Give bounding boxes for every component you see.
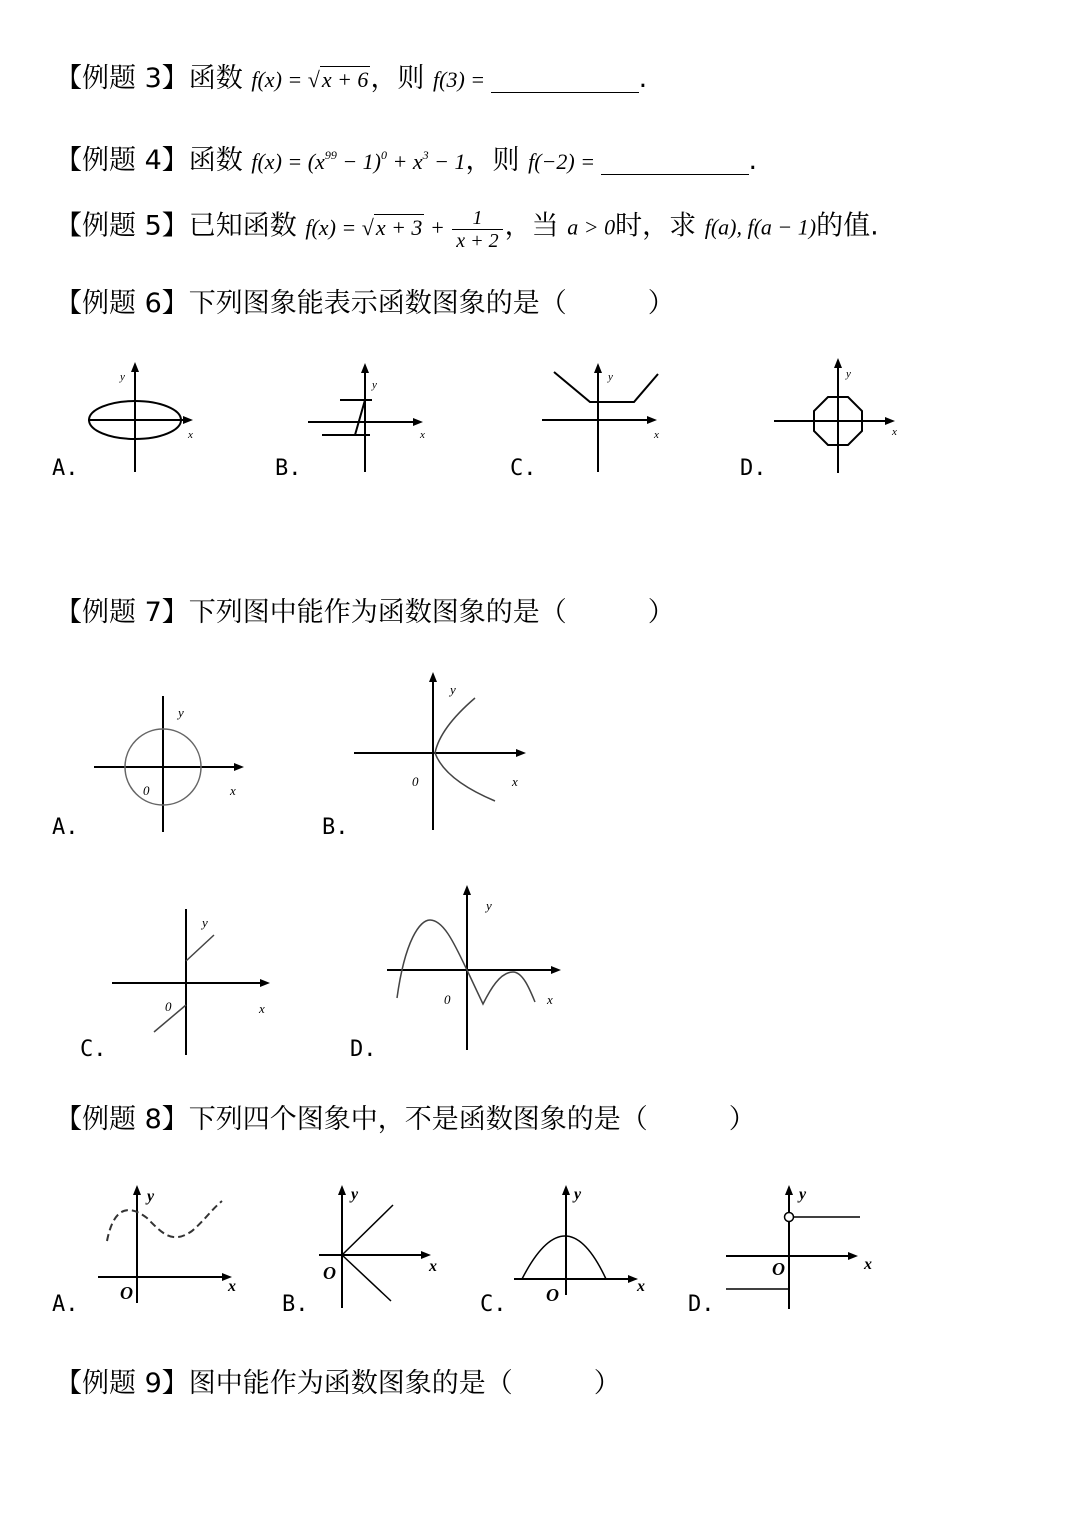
question-6: 【例题 6】下列图象能表示函数图象的是（ ） [55,288,675,319]
svg-text:y: y [147,1188,155,1205]
q7-graph-a-circle [90,690,250,835]
option-c-label[interactable]: C. [480,1292,507,1317]
q8-graph-d-step [722,1183,882,1311]
svg-text:x: x [230,783,236,798]
question-3: 【例题 3】函数 f(x) = √x + 6，则 f(3) = . [55,63,648,94]
option-a-label[interactable]: A. [52,815,79,840]
option-d-label[interactable]: D. [740,456,767,481]
q6-graph-a-ellipse [80,360,210,480]
svg-text:O: O [120,1283,133,1303]
option-c-label[interactable]: C. [510,456,537,481]
option-a-label[interactable]: A. [52,456,79,481]
svg-text:x: x [429,1258,437,1275]
option-b-label[interactable]: B. [282,1292,309,1317]
q8-graph-a-dashed-curve [92,1183,252,1308]
svg-text:x: x [892,426,897,438]
svg-text:y: y [846,368,851,380]
question-4: 【例题 4】函数 $f(x) = (x^{99} - 1)^0 + x^3 - 1$，则 f(−2) = . [55,145,758,176]
q7-graph-c-lines [110,905,280,1060]
question-9: 【例题 9】图中能作为函数图象的是（ ） [55,1368,621,1399]
svg-text:y: y [608,371,613,383]
svg-text:y: y [450,682,456,697]
svg-text:0: 0 [444,992,451,1007]
question-7: 【例题 7】下列图中能作为函数图象的是（ ） [55,597,675,628]
svg-text:x: x [420,429,425,441]
option-d-label[interactable]: D. [350,1037,377,1062]
question-label: 【例题 6】 [55,288,189,319]
question-label: 【例题 7】 [55,597,189,628]
svg-text:y: y [574,1186,582,1203]
svg-text:O: O [323,1263,336,1283]
q6-graph-b-zigzag [300,360,430,480]
svg-text:y: y [372,379,377,391]
svg-text:x: x [637,1278,645,1295]
option-b-label[interactable]: B. [322,815,349,840]
svg-text:x: x [228,1278,236,1295]
option-a-label[interactable]: A. [52,1292,79,1317]
svg-text:x: x [547,992,553,1007]
question-5: 【例题 5】已知函数 f(x) = √x + 3 + $\frac{1}{x + 2}$ ，当 a > 0时，求 f(a), f(a − 1)的值. [55,207,879,252]
svg-text:y: y [178,705,184,720]
question-8: 【例题 8】下列四个图象中，不是函数图象的是（ ） [55,1104,756,1135]
svg-text:0: 0 [412,774,419,789]
svg-text:x: x [188,429,193,441]
svg-text:O: O [546,1285,559,1305]
question-label: 【例题 8】 [55,1104,189,1135]
svg-text:x: x [259,1001,265,1016]
question-label: 【例题 5】 [55,210,189,242]
answer-blank[interactable] [601,150,749,175]
q8-graph-c-parabola [510,1183,660,1305]
svg-text:x: x [864,1256,872,1273]
q7-graph-d-wave [385,880,565,1055]
option-b-label[interactable]: B. [275,456,302,481]
svg-text:y: y [486,898,492,913]
question-label: 【例题 3】 [55,63,189,94]
svg-text:x: x [654,429,659,441]
svg-text:0: 0 [165,999,172,1014]
question-label: 【例题 9】 [55,1368,189,1399]
q6-graph-c-piecewise [538,360,668,480]
svg-text:y: y [120,371,125,383]
q8-graph-b-v-shape [315,1183,460,1308]
option-d-label[interactable]: D. [688,1292,715,1317]
q7-graph-b-sideways-parabola [350,668,530,833]
svg-text:O: O [772,1259,785,1279]
svg-text:y: y [799,1186,807,1203]
svg-text:y: y [351,1186,359,1203]
svg-text:y: y [202,915,208,930]
svg-text:x: x [512,774,518,789]
question-label: 【例题 4】 [55,145,189,176]
option-c-label[interactable]: C. [80,1037,107,1062]
svg-text:0: 0 [143,783,150,798]
answer-blank[interactable] [491,68,639,93]
q6-graph-d-octagon [770,355,900,475]
